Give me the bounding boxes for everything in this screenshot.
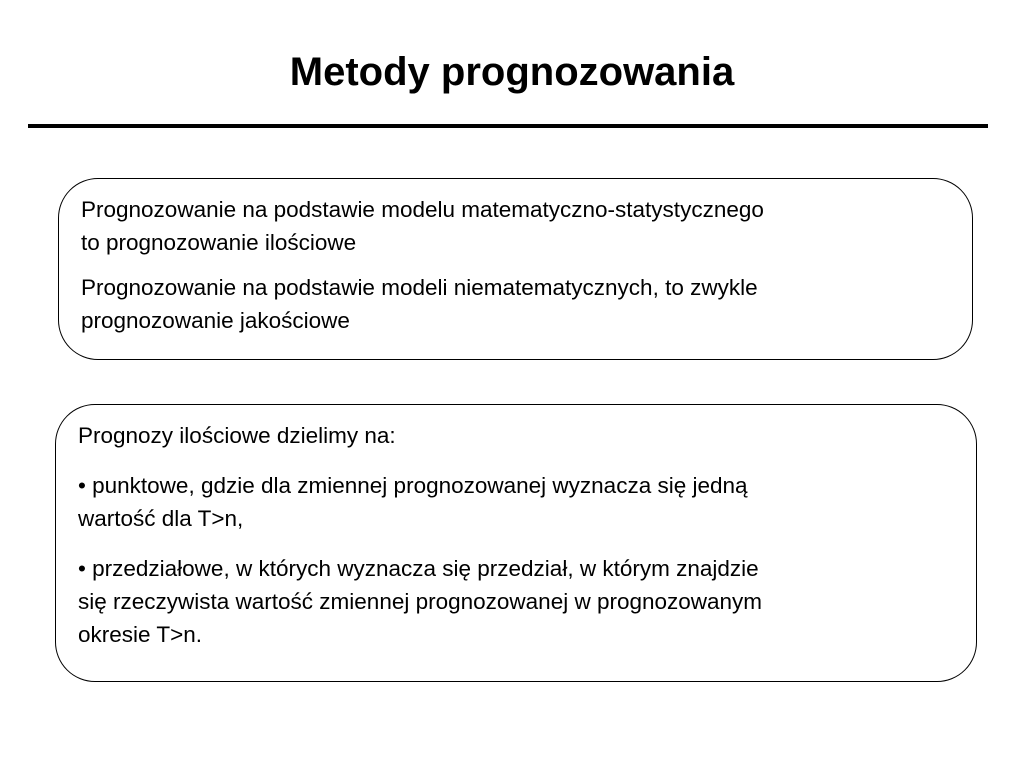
- bullet-interval-forecast-line-2: się rzeczywista wartość zmiennej prognozowanej w prognozowanym: [78, 589, 763, 614]
- bullet-point-forecast-line-1: • punktowe, gdzie dla zmiennej prognozowanej wyznacza się jedną: [78, 473, 748, 498]
- bullet-interval-forecast-line-3: okresie T>n.: [78, 622, 203, 647]
- bullet-interval-forecast-line-1: • przedziałowe, w których wyznacza się przedział, w którym znajdzie: [78, 556, 759, 581]
- definition-quantitative-line-1: Prognozowanie na podstawie modelu matematyczno-statystycznego: [81, 197, 764, 222]
- classification-box: [55, 404, 977, 682]
- bullet-interval-forecast: [78, 552, 954, 651]
- classification-intro: Prognozy ilościowe dzielimy na:: [78, 423, 396, 448]
- definition-box: [58, 178, 973, 360]
- definition-qualitative-line-1: Prognozowanie na podstawie modeli niematematycznych, to zwykle: [81, 275, 758, 300]
- definition-qualitative-line-2: prognozowanie jakościowe: [81, 308, 350, 333]
- slide-title: Metody prognozowania: [289, 50, 735, 94]
- bullet-point-forecast-line-2: wartość dla T>n,: [78, 506, 244, 531]
- definition-quantitative: [81, 193, 950, 259]
- bullet-point-forecast: [78, 469, 954, 535]
- definition-quantitative-line-2: to prognozowanie ilościowe: [81, 230, 357, 255]
- title-divider: [28, 124, 988, 128]
- definition-qualitative: [81, 271, 950, 337]
